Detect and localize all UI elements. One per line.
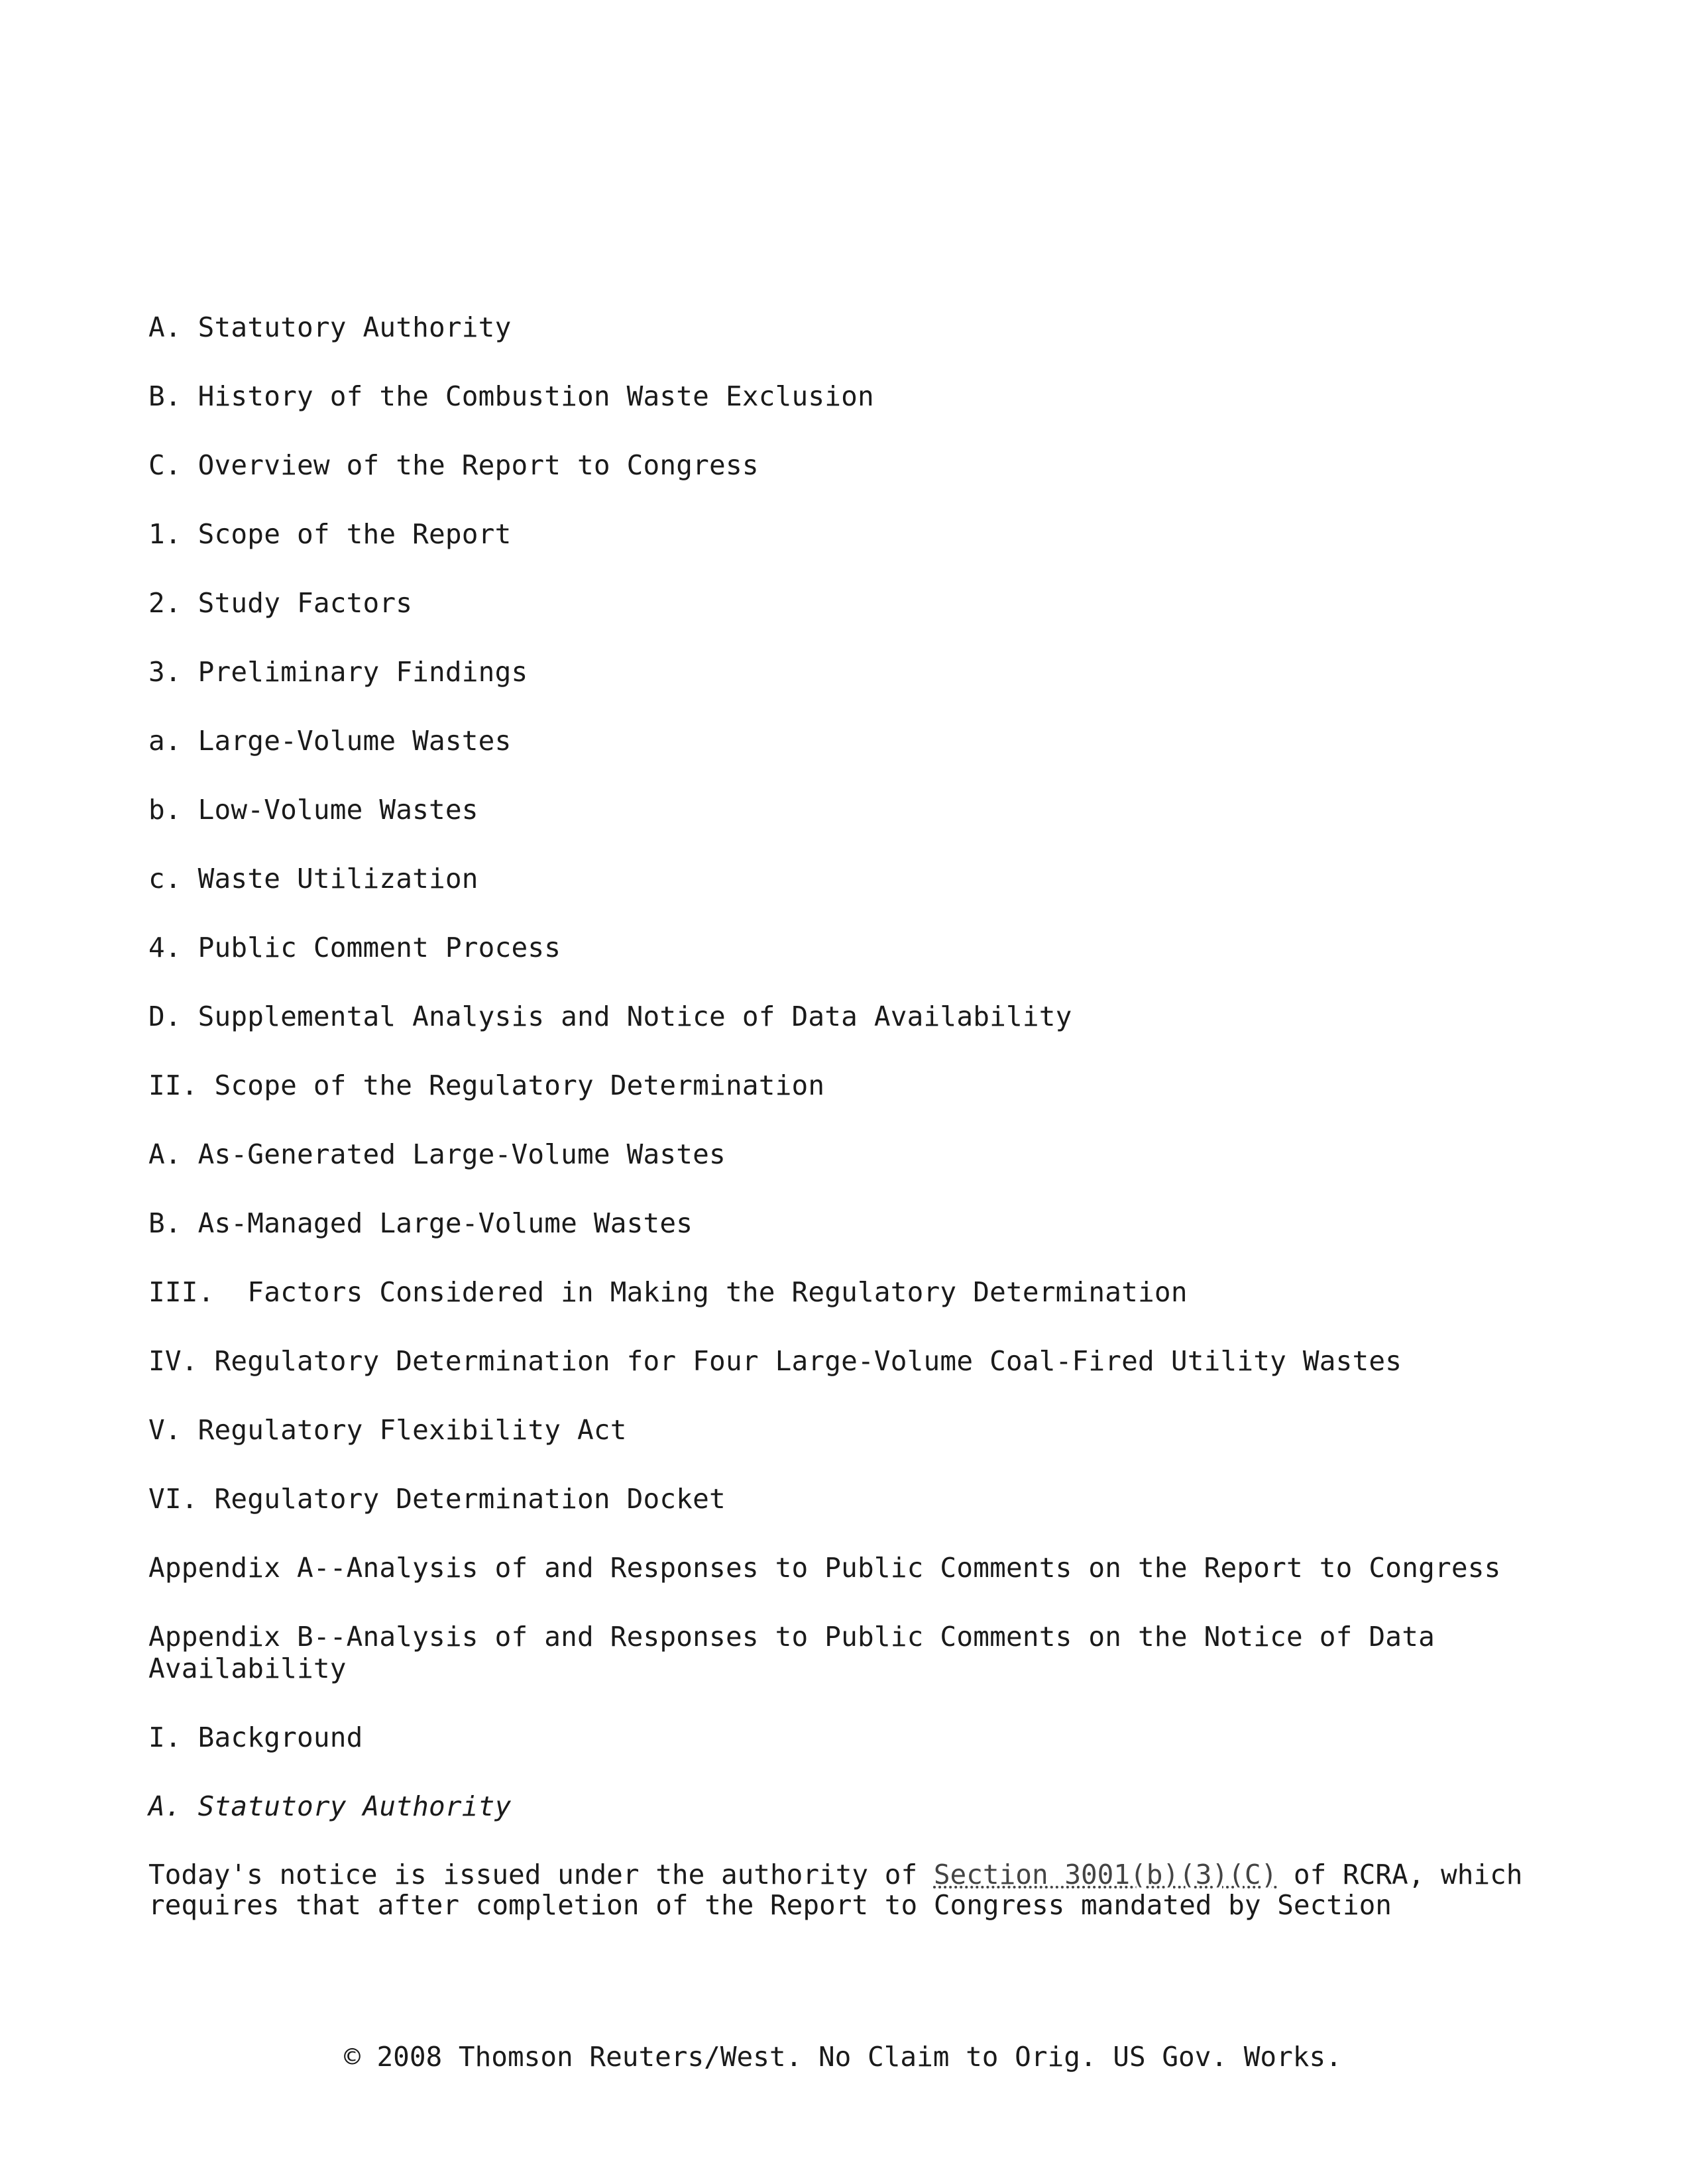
toc-item: D. Supplemental Analysis and Notice of Data Availability [148,1001,1072,1032]
body-paragraph [148,1859,1547,1920]
toc-item: V. Regulatory Flexibility Act [148,1414,627,1446]
toc-item: C. Overview of the Report to Congress [148,449,759,481]
toc-item: A. Statutory Authority [148,311,512,343]
toc-item: A. As-Generated Large-Volume Wastes [148,1138,726,1170]
toc-item: B. History of the Combustion Waste Exclusion [148,380,874,412]
toc-item: III. Factors Considered in Making the Regulatory Determination [148,1276,1188,1308]
section-title: I. Background [148,1721,363,1753]
toc-item: VI. Regulatory Determination Docket [148,1483,726,1515]
paragraph-text-start: Today's notice is issued under the authority of [148,1859,934,1890]
toc-item: Appendix A--Analysis of and Responses to Public Comments on the Report to Congress [148,1552,1501,1584]
toc-item: B. As-Managed Large-Volume Wastes [148,1207,693,1239]
document-body [148,311,1547,1920]
toc-item: 1. Scope of the Report [148,518,512,550]
toc-item: 4. Public Comment Process [148,932,561,963]
paragraph-text-end: of RCRA, which requires that after completion of the Report to Congress mandated by Section [148,1859,1523,1921]
toc-item: II. Scope of the Regulatory Determination [148,1069,825,1101]
section-subtitle: A. Statutory Authority [148,1790,512,1822]
toc-item: a. Large-Volume Wastes [148,725,512,757]
toc-item: 2. Study Factors [148,587,413,619]
toc-item: IV. Regulatory Determination for Four Large-Volume Coal-Fired Utility Wastes [148,1345,1402,1377]
copyright-footer: © 2008 Thomson Reuters/West. No Claim to Orig. US Gov. Works. [344,2041,1342,2073]
toc-item: b. Low-Volume Wastes [148,794,478,826]
statute-link[interactable]: Section 3001(b)(3)(C) [933,1859,1278,1890]
toc-item: 3. Preliminary Findings [148,656,528,688]
toc-item: Appendix B--Analysis of and Responses to Public Comments on the Notice of Data Availability [148,1621,1435,1684]
toc-item: c. Waste Utilization [148,863,478,895]
